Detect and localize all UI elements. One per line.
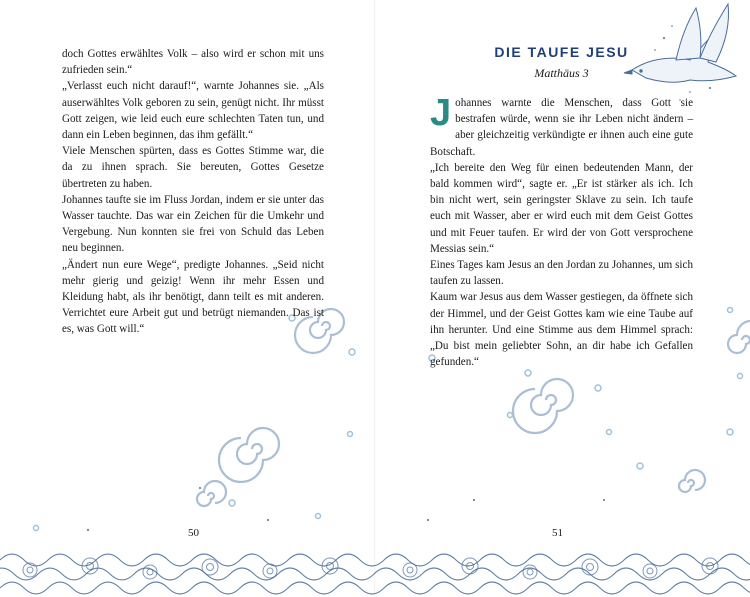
drop-cap: J bbox=[430, 92, 452, 134]
paragraph: doch Gottes erwähltes Volk – also wird er schon mit uns zufrieden sein.“ bbox=[62, 48, 324, 77]
page-number-right: 51 bbox=[552, 527, 563, 539]
tiny-dots bbox=[87, 487, 605, 531]
left-page-text bbox=[62, 46, 324, 338]
paragraph: Viele Menschen spürten, dass es Gottes Stimme war, die da zu ihnen sprach. Sie bereuten, Gottes Gesetze übertreten zu haben. bbox=[62, 145, 324, 190]
page-number-left: 50 bbox=[188, 527, 199, 539]
first-paragraph bbox=[430, 92, 693, 160]
wave-border bbox=[0, 554, 750, 594]
chapter-title: DIE TAUFE JESU bbox=[494, 44, 629, 60]
first-paragraph-text: ohannes warnte die Menschen, dass Gott sie bestrafen würde, wenn sie ihr Leben nicht ändern – aber gleichzeitig verkündigte er ihnen auch eine gute Botschaft. bbox=[430, 97, 693, 158]
right-page-text bbox=[430, 92, 693, 370]
chapter-reference: Matthäus 3 bbox=[534, 66, 589, 80]
paragraph: „Verlasst euch nicht darauf!“, warnte Johannes sie. „Als auserwähltes Volk geboren zu sein, genügt nicht. Ihr müsst Gott zeigen, wie leid euch eure schlechten Taten tun, und dann ein Leben beginnen, das ihm gefällt.“ bbox=[62, 80, 324, 142]
paragraph: „Ich bereite den Weg für einen bedeutenden Mann, der bald kommen wird“, sagte er. „Er ist stärker als ich. Ich bin nicht wert, sein geringster Sklave zu sein. Ich taufe euch mit Wasser, aber er wird euch mit dem Geist Gottes und mit Feuer taufen. Er wird der von Gott versprochene Messias sein.“ bbox=[430, 161, 693, 255]
paragraph: Johannes taufte sie im Fluss Jordan, indem er sie unter das Wasser tauchte. Das war ein Zeichen für die Umkehr und Vergebung. Nun konnten sie frei von Schuld das Leben neu beginnen. bbox=[62, 193, 324, 255]
paragraph: Kaum war Jesus aus dem Wasser gestiegen, da öffnete sich der Himmel, und der Geist Gottes kam wie eine Taube auf ihn herunter. Und eine Stimme aus dem Himmel sprach: „Du bist mein geliebter Sohn, an dir habe ich Gefallen gefunden.“ bbox=[430, 291, 693, 369]
paragraph: „Ändert nun eure Wege“, predigte Johannes. „Seid nicht mehr gierig und geizig! Wenn ihr mehr Essen und Kleidung habt, als ihr benötigt, dann teilt es mit anderen. Verrichtet eure Arbeit gut und betrügt niemanden. Das ist es, was Gott will.“ bbox=[62, 258, 324, 336]
paragraph: Eines Tages kam Jesus an den Jordan zu Johannes, um sich taufen zu lassen. bbox=[430, 259, 693, 288]
wave-swirls bbox=[23, 558, 718, 579]
